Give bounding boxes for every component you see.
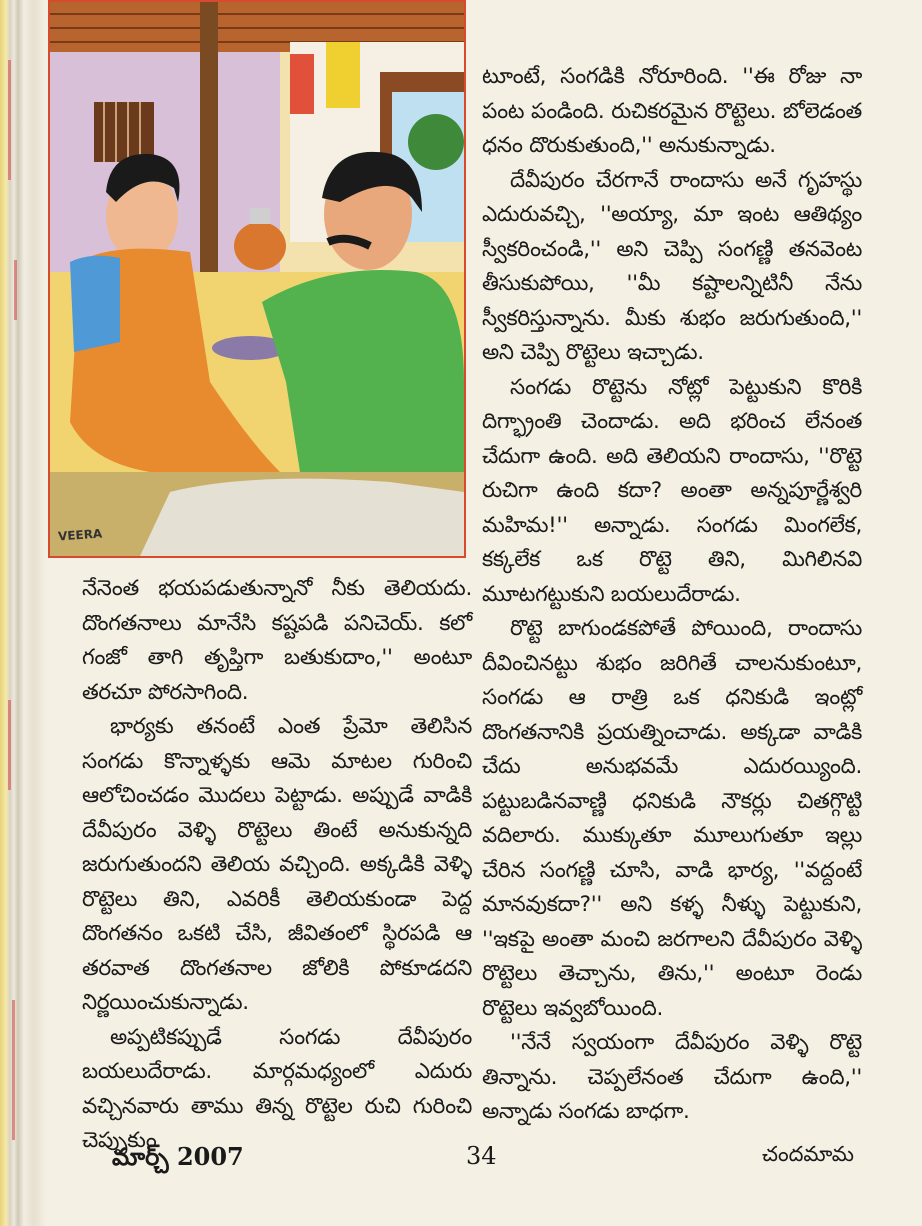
paragraph: దేవీపురం చేరగానే రాందాసు అనే గృహస్థు ఎదురువచ్చి, ''అయ్యా, మా ఇంట ఆతిథ్యం స్వీకరించండి,'' అని చెప్పి సంగణ్ణి తనవెంట తీసుకుపోయి, ''మీ కష్టాలన్నిటినీ నేను స్వీకరిస్తున్నాను. మీకు శుభం జరుగుతుంది,'' అని చెప్పి రొట్టెలు ఇచ్చాడు. [482, 167, 862, 365]
paragraph: ''నేనే స్వయంగా దేవీపురం వెళ్ళి రొట్టె తిన్నాను. చెప్పలేనంత చేదుగా ఉంది,'' అన్నాడు సంగడు బాధగా. [482, 1030, 862, 1124]
paragraph: టూంటే, సంగడికి నోరూరింది. ''ఈ రోజు నా పంట పండింది. రుచికరమైన రొట్టెలు. బోలెడంత ధనం దొరుకుతుంది,'' అనుకున్నాడు. [482, 64, 862, 158]
right-text-column [482, 60, 862, 1130]
paragraph: అప్పటికప్పుడే సంగడు దేవీపురం బయలుదేరాడు. మార్గమధ్యంలో ఎదురు వచ్చినవారు తాము తిన్న రొట్టెల రుచి గురించి చెప్పుకుం [82, 1024, 472, 1153]
paragraph: భార్యకు తనంటే ఎంత ప్రేమో తెలిసిన సంగడు కొన్నాళ్ళకు ఆమె మాటల గురించి ఆలోచించడం మొదలు పెట్టాడు. అప్పుడే వాడికి దేవీపురం వెళ్ళి రొట్టెలు తింటే అనుకున్నది జరుగుతుందని తెలియ వచ్చింది. అక్కడికి వెళ్ళి రొట్టెలు తిని, ఎవరికీ తెలియకుండా పెద్ద దొంగతనం ఒకటి చేసి, జీవితంలో స్థిరపడి ఆ తరవాత దొంగతనాల జోలికి పోకూడదని నిర్ణయించుకున్నాడు. [82, 714, 472, 1015]
magazine-name: చందమామ [762, 1142, 854, 1166]
paragraph: సంగడు రొట్టెను నోట్లో పెట్టుకుని కొరికి దిగ్భ్రాంతి చెందాడు. అది భరించ లేనంత చేదుగా ఉంది. అది తెలియని రాందాసు, ''రొట్టె రుచిగా ఉంది కదా? అంతా అన్నపూర్ణేశ్వరి మహిమ!'' అన్నాడు. సంగడు మింగలేక, కక్కలేక ఒక రొట్టె తిని, మిగిలినవి మూటగట్టుకుని బయలుదేరాడు. [482, 374, 862, 607]
paragraph: నేనెంత భయపడుతున్నానో నీకు తెలియదు. దొంగతనాలు మానేసి కష్టపడి పనిచెయ్. కలో గంజో తాగి తృప్తిగా బతుకుదాం,'' అంటూ తరచూ పోరసాగింది. [82, 576, 472, 705]
paragraph: రొట్టె బాగుండకపోతే పోయింది, రాందాసు దీవించినట్టు శుభం జరిగితే చాలనుకుంటూ, సంగడు ఆ రాత్రి ఒక ధనికుడి ఇంట్లో దొంగతనానికి ప్రయత్నించాడు. అక్కడా వాడికి చేదు అనుభవమే ఎదురయ్యింది. పట్టుబడినవాణ్ణి ధనికుడి నౌకర్లు చితగ్గొట్టి వదిలారు. ముక్కుతూ మూలుగుతూ ఇల్లు చేరిన సంగణ్ణి చూసి, వాడి భార్య, ''వద్దంటే మానవుకదా?'' అని కళ్ళ నీళ్ళు పెట్టుకుని, ''ఇకపై అంతా మంచి జరగాలని దేవీపురం వెళ్ళి రొట్టెలు తెచ్చాను, తిను,'' అంటూ రెండు రొట్టెలు ఇవ్వబోయింది. [482, 616, 862, 1021]
page-binding-edge [0, 0, 46, 1226]
story-illustration [48, 0, 466, 558]
left-text-column [82, 572, 472, 1159]
issue-date: మార్చ్ 2007 [112, 1142, 244, 1171]
artist-signature: VEERA [57, 526, 103, 544]
page-number: 34 [466, 1142, 497, 1170]
